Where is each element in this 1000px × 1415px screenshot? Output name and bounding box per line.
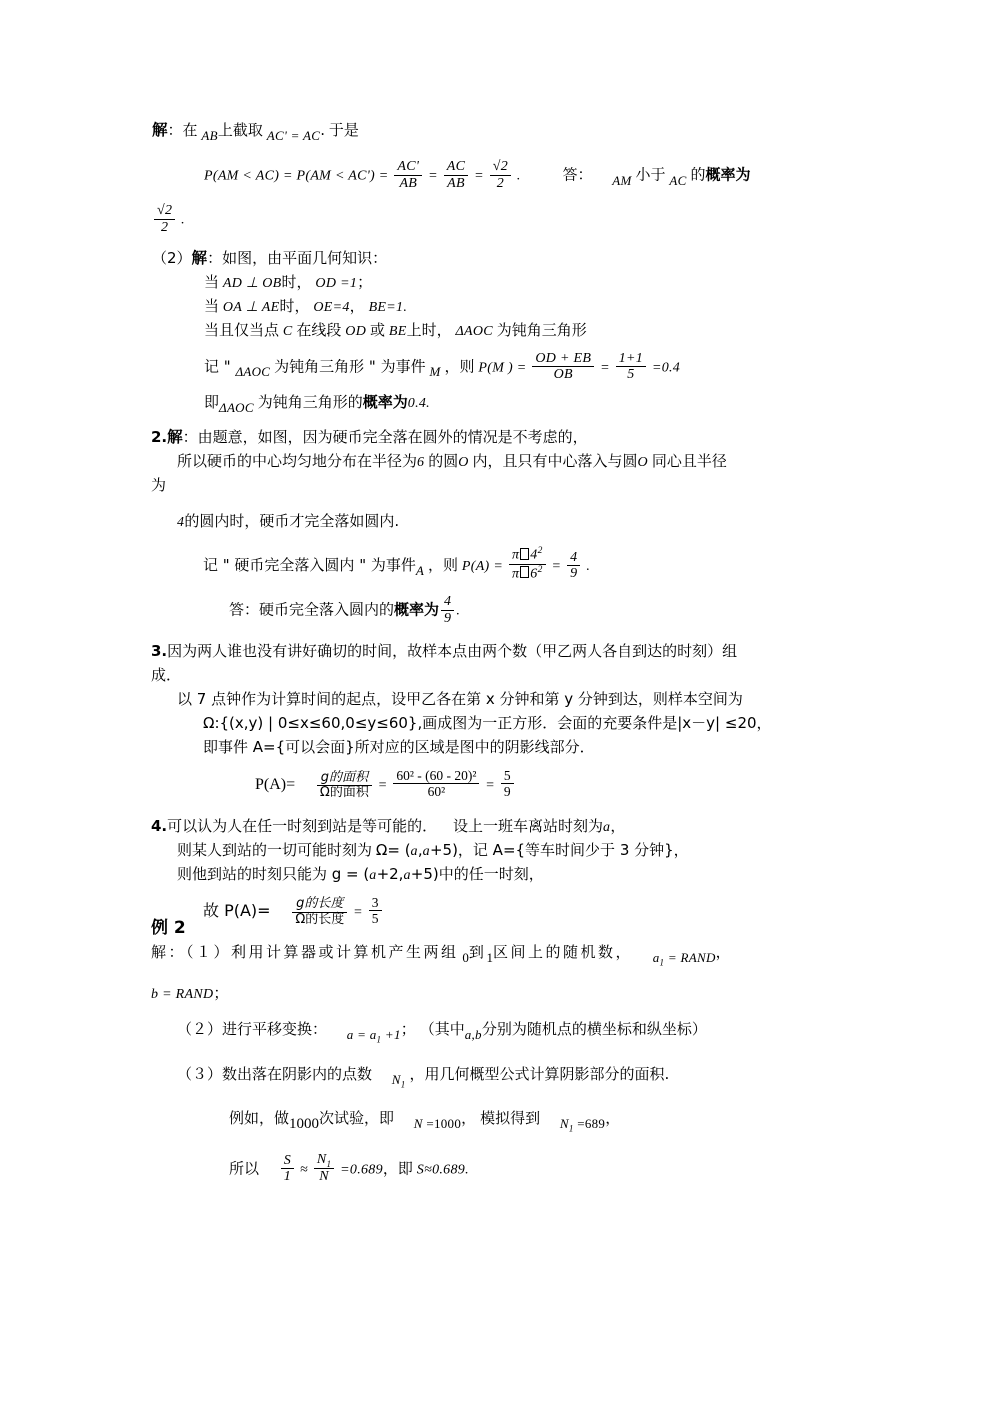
answer-label: 答：	[562, 165, 593, 184]
var-n1: N1	[391, 1071, 406, 1090]
trials-count: 1000	[289, 1116, 320, 1133]
problem-3-line-3: Ω:{(x,y) | 0≤x≤60,0≤y≤60},画成图为一正方形．会面的充要条件是|x－y| ≤20，	[203, 714, 772, 733]
problem-2-line-1: 2.解：由题意，如图，因为硬币完全落在圆外的情况是不考虑的，	[151, 428, 588, 447]
problem-number-3: 3.	[151, 642, 168, 661]
section-example-2	[151, 915, 876, 1185]
problem-2-answer: 答：硬币完全落入圆内的概率为 $\frac{4}{9}$ .	[229, 593, 461, 626]
problem-3-line-4: 即事件 A={可以会面}所对应的区域是图中的阴影线部分．	[203, 738, 595, 757]
problem-4-line-1: 4.可以认为人在任一时刻到站是等可能的． 设上一班车离站时刻为a，	[151, 816, 626, 835]
fraction-od-eb-ob: $\frac{OD + EB}{OB}$	[532, 351, 594, 383]
pa-label-4: 故 P(A)=	[203, 900, 271, 920]
item-label-2: （2）	[152, 248, 192, 267]
solve-label: 解	[152, 121, 168, 139]
probability-bold-3: 概率为	[394, 600, 440, 619]
solution-1-answer-fraction: $\frac{√2}{2}$ .	[152, 203, 876, 235]
fraction-3-5: $\frac{3}{5}$	[369, 895, 382, 926]
eq-b-rand: b = RAND	[151, 986, 214, 1002]
problem-2-line-3: 4的圆内时，硬币才完全落如圆内.	[177, 512, 400, 531]
fraction-pi4sq-pi6sq: $\frac{\pi 4^2}{\pi 6^2}$	[509, 546, 546, 582]
fraction-4-9: $\frac{4}{9}$	[567, 550, 580, 582]
problem-4-line-2: 则某人到站的一切可能时刻为 Ω= (a,a+5)，记 A={等车时间少于 3 分钟}，	[177, 840, 689, 859]
problem-2-line-4: 记 " 硬币完全落入圆内 " 为事件$_A$ ，则 P(A) = $\frac{\pi 4^2}{\pi 6^2}$ = $\frac{4}{9}$ .	[203, 546, 591, 582]
missing-glyph-icon	[520, 548, 529, 560]
solution-2-line-2: 当 OA ⊥ AE时， OE=4， BE=1.	[204, 296, 408, 315]
fraction-g-omega-area: $\frac{\text{g的面积}}{\text{Ω的面积}}$	[317, 771, 372, 801]
example-2-step-3: （３）数出落在阴影内的点数 $_{N_1}$ ，用几何概型公式计算阴影部分的面积.	[177, 1064, 670, 1090]
fraction-1plus1-5: $\frac{1+1}{5}$	[616, 351, 646, 383]
example-2-line-example: 例如，做1000次试验，即 $_{N =1000}$， 模拟得到 $_{N_1 =689}$，	[229, 1109, 621, 1134]
fraction-4-9-answer: $\frac{4}{9}$	[441, 594, 454, 626]
fraction-g-omega-length: $\frac{\text{g的长度}}{\text{Ω的长度}}$	[292, 897, 347, 927]
pm-expression: P(M ) =	[478, 360, 527, 376]
fraction-5-9: $\frac{5}{9}$	[501, 768, 514, 799]
section-solution-1	[152, 118, 876, 236]
problem-3-line-1: 3.因为两人谁也没有讲好确切的时间，故样本点由两个数（甲乙两人各自到达的时刻）组	[151, 642, 738, 661]
circle-o-1: O	[458, 455, 469, 471]
probability-expression: P(AM < AC) = P(AM < AC') =	[204, 168, 389, 184]
example-2-step-1b: b = RAND；	[151, 983, 229, 1002]
pa-expression: P(A) =	[461, 559, 504, 575]
solution-1-line-1: 解：在 $_{AB}$上截取 $_{AC' = AC}$. 于是	[152, 121, 359, 143]
value-0point689: =0.689	[340, 1161, 383, 1177]
problem-2-line-2: 所以硬币的中心均匀地分布在半径为6 的圆O 内，且只有中心落入与圆O 同心且半径	[177, 452, 727, 471]
fraction-s-over-1: $\frac{S}{1}$	[281, 1153, 294, 1185]
problem-number-2: 2.	[151, 428, 168, 447]
solution-2-line-4: 记 " $_{\Delta AOC}$ 为钝角三角形 " 为事件 $_M$ ，则 P(M ) = $\frac{OD + EB}{OB}$ = $\frac{1+1}{5}$ =0.4	[204, 350, 681, 383]
fraction-n1-over-n: $\frac{N_1}{N}$	[314, 1152, 334, 1186]
perp-oa-ae: OA ⊥ AE	[222, 299, 280, 315]
example-2-heading: 例 2	[151, 918, 186, 939]
section-problem-2	[151, 425, 876, 626]
solution-2-line-1: 当 AD ⊥ OB时， OD =1；	[204, 272, 373, 291]
example-2-result: 所以 $\frac{S}{1}$ ≈ $\frac{N_1}{N}$ =0.689，即 S≈0.689.	[229, 1151, 469, 1185]
eq-a-a1-plus1: a = a1 +1	[346, 1026, 401, 1045]
fraction-sqrt2-2: $\frac{√2}{2}$	[490, 159, 511, 191]
eq-acprime-ac: AC' = AC	[266, 128, 321, 143]
circle-o-2: O	[637, 455, 648, 471]
problem-3-line-2: 以 7 点钟作为计算时间的起点，设甲乙各在第 x 分钟和第 y 分钟到达，则样本空间为	[177, 690, 743, 709]
problem-3-formula: P(A)= $\frac{\text{g的面积}}{\text{Ω的面积}}$ = $\frac{\text{60² - (60 - 20)²}}{\text{60²}}$ = $\frac{5}{9}$	[151, 768, 876, 800]
solution-2-line-5: 即$_{\Delta AOC}$ 为钝角三角形的概率为0.4.	[204, 393, 430, 416]
section-problem-3	[151, 640, 876, 800]
solution-1-formula: P(AM < AC) = P(AM < AC') = $\frac{AC'}{AB}$ = $\frac{AC}{AB}$ = $\frac{√2}{2}$ . 答： $_{AM}$ 小于 $_{AC}$ 的概率为	[204, 159, 751, 191]
triangle-aoc: ΔAOC	[455, 323, 493, 339]
page-content	[152, 118, 876, 1187]
section-solution-2	[152, 246, 876, 415]
value-s-approx: ≈0.689	[424, 1161, 466, 1177]
problem-3-line-1-wrap: 成．	[151, 666, 182, 685]
fraction-60sq-expr: $\frac{\text{60² - (60 - 20)²}}{\text{60²}}$	[393, 768, 479, 799]
fraction-acprime-ab: $\frac{AC'}{AB}$	[394, 159, 422, 191]
eq-n1-689: N1 =689	[559, 1116, 606, 1134]
var-AB: AB	[201, 128, 218, 143]
solution-2-intro: （2）解：如图，由平面几何知识：	[152, 248, 388, 267]
problem-2-line-2-wrap: 为	[151, 476, 167, 495]
problem-4-line-3: 则他到站的时刻只能为 g = (a+2,a+5)中的任一时刻，	[177, 864, 544, 883]
problem-number-4: 4.	[151, 816, 168, 835]
eq-a1-rand: a1 = RAND	[652, 950, 716, 969]
solution-2-line-3: 当且仅当点 C 在线段 OD 或 BE上时， ΔAOC 为钝角三角形	[204, 320, 587, 339]
pa-label-3: P(A)=	[255, 776, 296, 794]
probability-bold-2: 概率为	[362, 393, 408, 412]
example-2-step-1: 解：（１）利用计算器或计算机产生两组 $_0$到$_1$区间上的随机数， $_{a_1 = RAND}$，	[151, 943, 731, 969]
problem-4-formula: 故 P(A)= $\frac{\text{g的长度}}{\text{Ω的长度}}$ = $\frac{3}{5}$	[151, 895, 876, 927]
eq-n-1000: N =1000	[413, 1116, 462, 1132]
fraction-sqrt2-2-answer: $\frac{√2}{2}$	[154, 203, 175, 235]
probability-bold-1: 概率为	[705, 165, 751, 184]
example-2-step-2: （２）进行平移变换： $_{a = a_1 +1}$； （其中$_{a,b}$分别为随机点的横坐标和纵坐标）	[177, 1019, 707, 1045]
perp-ad-ob: AD ⊥ OB	[222, 275, 282, 291]
section-problem-4	[151, 815, 876, 927]
result-0point4: =0.4	[651, 360, 681, 376]
fraction-ac-ab: $\frac{AC}{AB}$	[444, 159, 469, 191]
missing-glyph-icon	[520, 566, 529, 578]
